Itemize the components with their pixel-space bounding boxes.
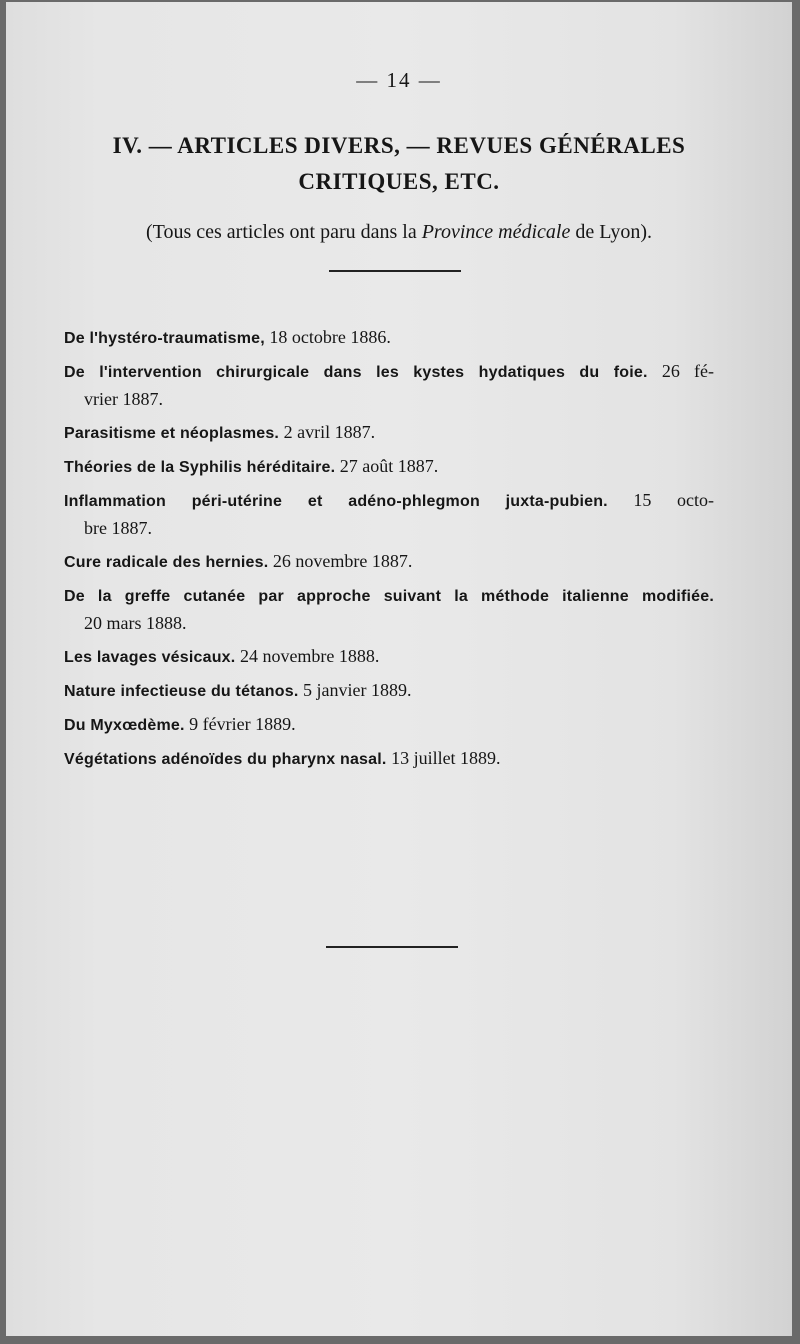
article-title: De l'hystéro-traumatisme, (64, 330, 265, 347)
article-entry (64, 548, 714, 576)
article-entry (64, 419, 714, 447)
article-date: 15 octo- (607, 490, 714, 510)
subtitle-text-before: (Tous ces articles ont paru dans la (145, 221, 422, 243)
top-divider-rule (329, 270, 461, 272)
article-date-continuation: vrier 1887. (84, 389, 163, 409)
article-entry (64, 677, 714, 705)
section-title (6, 128, 792, 200)
article-title: Cure radicale des hernies. (64, 554, 269, 571)
article-date: 2 avril 1887. (279, 422, 376, 442)
article-date-continuation: bre 1887. (84, 518, 152, 538)
article-title: De la greffe cutanée par approche suivant la méthode italienne modifiée. (64, 588, 714, 605)
article-date-continuation: 20 mars 1888. (84, 613, 187, 633)
article-title: Du Myxœdème. (64, 717, 185, 734)
document-page (6, 2, 792, 1336)
article-first-line (64, 487, 714, 515)
section-title-line-2: CRITIQUES, ETC. (298, 169, 500, 194)
article-date: 5 janvier 1889. (298, 680, 412, 700)
article-entry (64, 453, 714, 481)
article-date: 18 octobre 1886. (264, 327, 391, 347)
article-list (64, 324, 714, 779)
article-entry (64, 582, 714, 637)
article-date: 27 août 1887. (335, 456, 439, 476)
article-first-line (64, 582, 714, 610)
article-date: 13 juillet 1889. (386, 748, 501, 768)
article-entry (64, 643, 714, 671)
article-date: 24 novembre 1888. (235, 646, 380, 666)
section-title-line-1: IV. — ARTICLES DIVERS, — REVUES GÉNÉRALES (112, 133, 686, 158)
article-entry (64, 487, 714, 542)
subtitle-text-after: de Lyon). (570, 221, 653, 243)
article-title: Nature infectieuse du tétanos. (64, 683, 299, 700)
article-date: 26 novembre 1887. (268, 551, 413, 571)
article-entry (64, 711, 714, 739)
article-title: Les lavages vésicaux. (64, 649, 236, 666)
page-number: — 14 — (356, 68, 442, 92)
article-title: Végétations adénoïdes du pharynx nasal. (64, 751, 387, 768)
article-title: Inflammation péri-utérine et adéno-phlegmon juxta-pubien. (64, 493, 608, 510)
article-entry (64, 358, 714, 413)
article-first-line (64, 358, 714, 386)
article-entry (64, 324, 714, 352)
section-subtitle (6, 221, 792, 244)
article-title: Parasitisme et néoplasmes. (64, 425, 280, 442)
article-date: 26 fé- (647, 361, 714, 381)
subtitle-journal-name: Province médicale (421, 221, 571, 243)
article-title: De l'intervention chirurgicale dans les kystes hydatiques du foie. (64, 364, 648, 381)
article-date: 9 février 1889. (184, 714, 296, 734)
article-entry (64, 745, 714, 773)
article-title: Théories de la Syphilis héréditaire. (64, 459, 336, 476)
bottom-divider-rule (326, 946, 458, 948)
